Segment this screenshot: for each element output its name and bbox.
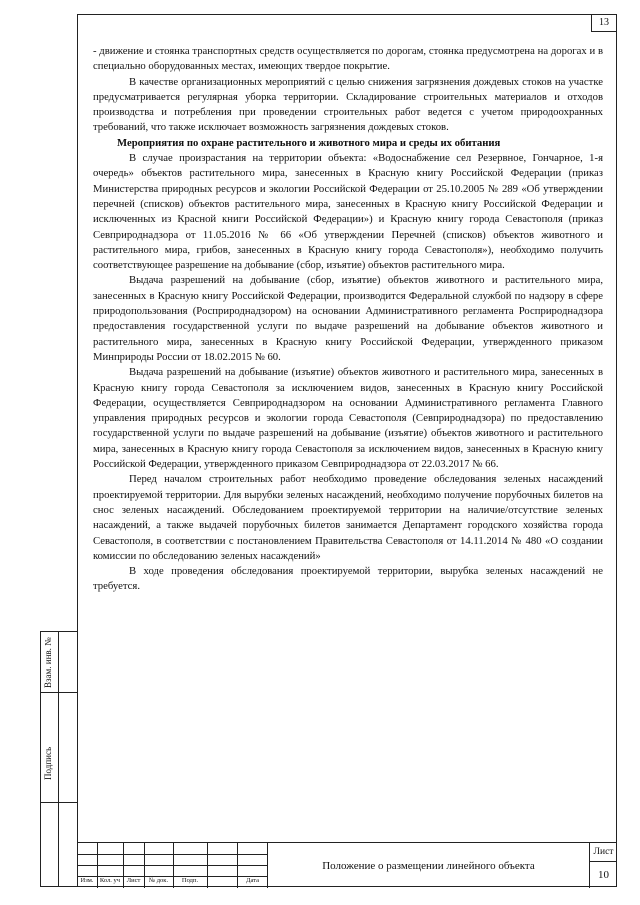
sheet-cell [589,843,617,888]
side-stamp-strip [40,631,77,887]
title-block [77,842,617,887]
revision-grid [77,843,268,888]
document-body [93,44,603,595]
paragraph: В качестве организационных мероприятий с целью снижения загрязнения дождевых стоков на участке предусматривается регулярная уборка территории. Складирование строительных материалов и отходов производства и потребления при проведении строительных работ ведется с учетом природоохранных требований, что также исключает возможность загрязнения дождевых стоков. [93,75,603,134]
paragraph: - движение и стоянка транспортных средств осуществляется по дорогам, стоянка предусмотрена на дорогах и в специально оборудованных местах, имеющих твердое покрытие. [93,45,603,73]
paragraph: Перед началом строительных работ необходимо проведение обследования зеленых насаждений проектируемой территории. Для вырубки зеленых насаждений, необходимо получение порубочных билетов на снос зеленых насаждений. Обследованием проектируемой территории на наличие/отсутствие зеленых насаждений, а также выдачей порубочных билетов занимается Департамент городского хозяйства города Севастополя, в соответствии с постановлением Правительства Севастополя от 14.11.2014 № 480 «О создании комиссии по обследованию зеленых насаждений» [93,473,603,562]
paragraph: В ходе проведения обследования проектируемой территории, вырубка зеленых насаждений не требуется. [93,565,603,593]
col-label-kol-uch: Кол. уч [99,877,121,884]
paragraph: В случае произрастания на территории объекта: «Водоснабжение сел Резервное, Гончарное, 1-я очередь» объектов растительного мира, занесенных в Красную книгу Российской Федерации (приказ Министерства природных ресурсов и экологии Российской Федерации от 25.10.2005 № 289 «Об утверждении перечней (списков) объектов растительного мира, занесенных в Красную книгу Российской Федерации и исключенных из Красной книги Российской Федерации») и Красную книгу города Севастополя (приказ Севприроднадзора от 11.05.2016 № 66 «Об утверждении Перечней (списков) объектов животного и растительного мира, грибов, занесенных в Красную книгу города Севастополя»), необходимо получить соответствующее разрешение на добывание (сбор, изъятие) объектов растительного мира. [93,152,603,272]
col-label-izm: Изм. [80,877,94,884]
sheet-label: Лист [590,843,617,862]
col-label-data: Дата [246,877,259,884]
side-label-sign: Подпись [43,746,53,780]
col-label-list: Лист [126,877,141,884]
paragraph: Выдача разрешений на добывание (сбор, изъятие) объектов животного и растительного мира, занесенных в Красную книгу Российской Федерации, производится Федеральной службой по надзору в сфере природопользования (Росприроднадзором) на основании Административного регламента Росприроднадзора предоставления государственной услуги по выдаче разрешений на добывание объектов животного и растительного мира, занесенных в Красную книгу Российской Федерации, утвержденного приказом Минприроды России от 18.02.2015 № 60. [93,274,603,363]
col-label-podp: Подп. [181,877,199,884]
col-label-doc: № док. [148,877,169,884]
sheet-number: 10 [598,869,609,881]
side-label-inv: Взам. инв. № [43,637,53,688]
paragraph: Выдача разрешений на добывание (изъятие) объектов животного и растительного мира, занесенных в Красную книгу города Севастополя за исключением видов, занесенных в Красную книгу Российской Федерации, осуществляется Севприроднадзором на основании Административного регламента Главного управления природных ресурсов и экологии города Севастополя (Севприроднадзора) по предоставлению государственной услуги по выдаче разрешений на добывание (изъятие) объектов животного и растительного мира, занесенных в Красную книгу города Севастополя за исключением видов, занесенных в Красную книгу Российской Федерации, утвержденного приказом Севприроднадзора от 22.03.2017 № 66. [93,366,603,471]
document-title: Положение о размещении линейного объекта [322,859,535,872]
section-heading: Мероприятия по охране растительного и животного мира и среды их обитания [117,136,501,149]
page-number: 13 [591,14,617,32]
